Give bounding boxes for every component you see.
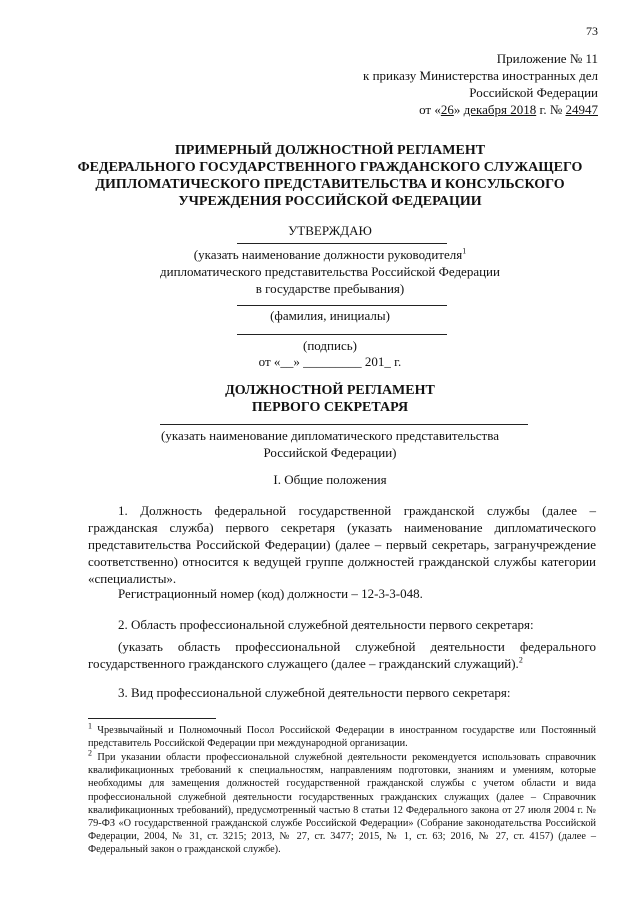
signature-line: [237, 334, 447, 335]
footnote-1: $^1$ Чрезвычайный и Полномочный Посол Российской Федерации в иностранном государстве или Постоянный представитель Российской Федерации при международной организации.: [88, 721, 596, 750]
appendix-month-year: декабря 2018: [463, 102, 537, 117]
footnote-separator: [88, 718, 216, 719]
regulation-title: ДОЛЖНОСТНОЙ РЕГЛАМЕНТ ПЕРВОГО СЕКРЕТАРЯ: [225, 383, 435, 415]
representation-line: [160, 424, 528, 425]
section-heading: I. Общие положения: [273, 472, 387, 487]
position-line: [237, 243, 447, 244]
paragraph-3: 3. Вид профессиональной служебной деятельности первого секретаря:: [118, 685, 511, 700]
paragraph-2: 2. Область профессиональной служебной деятельности первого секретаря:: [118, 617, 534, 632]
appendix-line-1: Приложение № 11: [496, 51, 598, 66]
registration-number: Регистрационный номер (код) должности – 12-3-3-048.: [118, 586, 423, 601]
appendix-line-3: Российской Федерации: [469, 85, 598, 100]
approval-name-hint: (фамилия, инициалы): [270, 308, 390, 323]
footnote-2: $^2$ При указании области профессиональной служебной деятельности рекомендуется использовать справочник квалификационных требований к специальностям, направлениям подготовки, знаниям и умениям, которые необходимы для замещения должностей государственной гражданской службы с учетом области и вида профессиональной служебной деятельности государственных гражданских служащих (далее – Справочник квалификационных требований), предусмотренный частью 8 статьи 12 Федерального закона от 27 июля 2004 г. № 79-ФЗ «О государственной гражданской службе Российской Федерации» (Собрание законодательства Российской Федерации, 2004, № 31, ст. 3215; 2013, № 27, ст. 3477; 2015, № 1, ст. 63; 2016, № 27, ст. 4157) (далее – Федеральный закон о гражданской службе).: [88, 748, 596, 856]
approval-heading: УТВЕРЖДАЮ: [288, 223, 372, 238]
appendix-day: 26: [440, 102, 454, 117]
main-title: ПРИМЕРНЫЙ ДОЛЖНОСТНОЙ РЕГЛАМЕНТ ФЕДЕРАЛЬНОГО ГОСУДАРСТВЕННОГО ГРАЖДАНСКОГО СЛУЖАЩЕГО ДИПЛОМАТИЧЕСКОГО ПРЕДСТАВИТЕЛЬСТВА И КОНСУЛЬСКОГО УЧРЕЖДЕНИЯ РОССИЙСКОЙ ФЕДЕРАЦИИ: [77, 143, 583, 209]
approval-date-line: от «__» _________ 201_ г.: [258, 354, 402, 369]
page-number: 73: [586, 24, 598, 38]
appendix-number: 24947: [565, 102, 598, 117]
name-line: [237, 305, 447, 306]
approval-sign-hint: (подпись): [303, 338, 357, 353]
representation-hint: (указать наименование дипломатического представительства Российской Федерации): [161, 428, 499, 460]
appendix-header: [363, 50, 598, 118]
paragraph-1: 1. Должность федеральной государственной гражданской службы (далее – гражданская служба) первого секретаря (указать наименование дипломатического представительства Российской Федерации) (далее – первый секретарь, загранучреждение соответственно) относится к ведущей группе должностей гражданской службы категории «специалисты».: [88, 503, 596, 586]
approval-position-hint: (указать наименование должности руководителя$^1$ дипломатического представительства Российской Федерации в государстве пребывания): [160, 246, 500, 296]
appendix-date-line: от «26» декабря 2018 г. № 24947: [419, 102, 598, 117]
appendix-line-2: к приказу Министерства иностранных дел: [363, 68, 598, 83]
paragraph-2-hint: (указать область профессиональной служебной деятельности федерального государственного гражданского служащего (далее – гражданский служащий).$^2$: [88, 639, 596, 671]
